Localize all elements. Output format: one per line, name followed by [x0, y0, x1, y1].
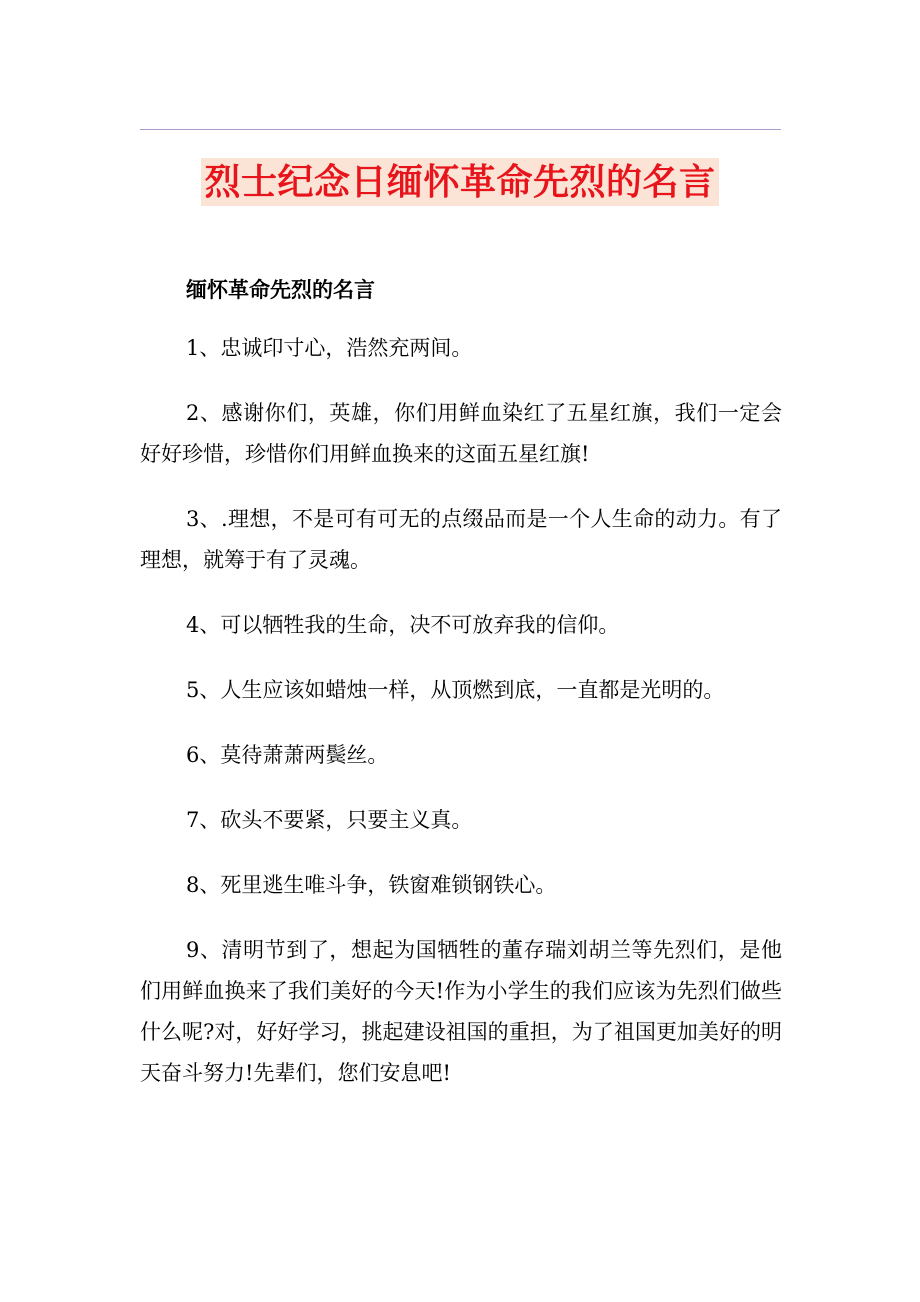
- quote-paragraph-9: 9、清明节到了，想起为国牺牲的董存瑞刘胡兰等先烈们，是他们用鲜血换来了我们美好的今天!作为小学生的我们应该为先烈们做些什么呢?对，好好学习，挑起建设祖国的重担，为了祖国更加美好的明天奋斗努力!先辈们，您们安息吧!: [140, 938, 782, 1085]
- header-rule: [140, 129, 781, 130]
- quote-paragraph-1: 1、忠诚印寸心，浩然充两间。: [186, 336, 473, 360]
- quote-paragraph-4: 4、可以牺牲我的生命，决不可放弃我的信仰。: [186, 613, 620, 637]
- quote-paragraph-6: 6、莫待萧萧两鬓丝。: [186, 743, 389, 767]
- quote-paragraph-3: 3、.理想，不是可有可无的点缀品而是一个人生命的动力。有了理想，就筹于有了灵魂。: [140, 507, 782, 572]
- quote-paragraph-8: 8、死里逃生唯斗争，铁窗难锁钢铁心。: [186, 873, 557, 897]
- document-body: [140, 270, 782, 1094]
- section-heading: 缅怀革命先烈的名言: [186, 277, 375, 302]
- quote-paragraph-5: 5、人生应该如蜡烛一样，从顶燃到底，一直都是光明的。: [186, 678, 725, 702]
- quote-paragraph-7: 7、砍头不要紧，只要主义真。: [186, 808, 473, 832]
- title-container: [0, 158, 920, 206]
- document-title: 烈士纪念日缅怀革命先烈的名言: [201, 158, 718, 206]
- quote-paragraph-2: 2、感谢你们，英雄，你们用鲜血染红了五星红旗，我们一定会好好珍惜，珍惜你们用鲜血换来的这面五星红旗!: [140, 401, 782, 466]
